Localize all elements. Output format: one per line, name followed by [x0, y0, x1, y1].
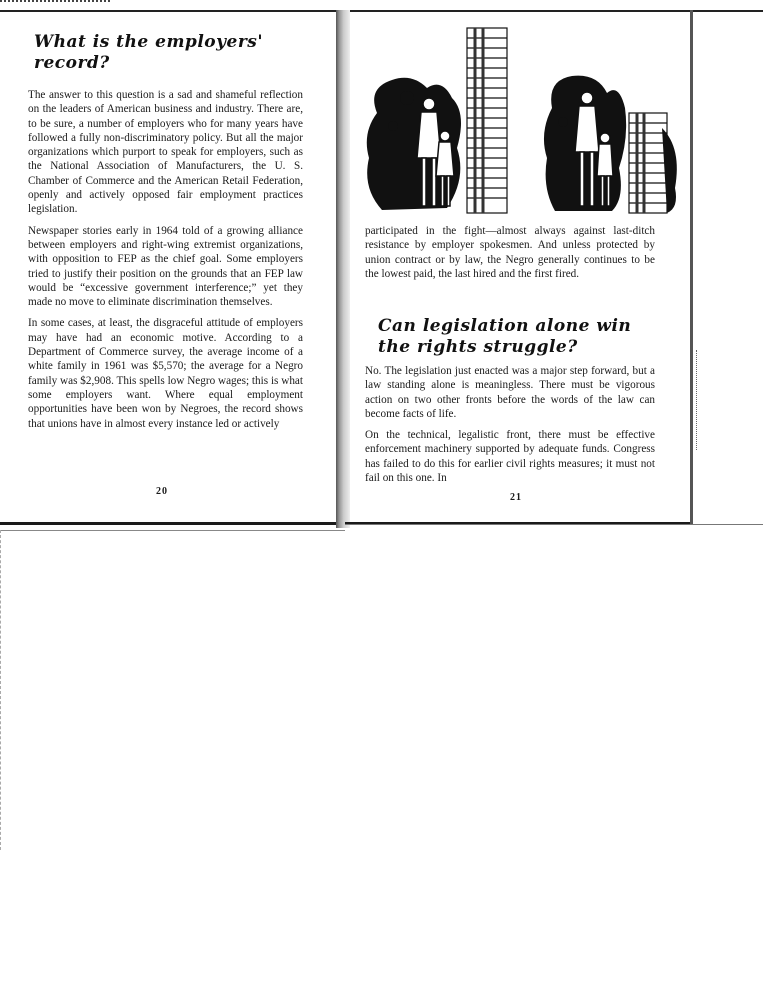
right-page-body	[365, 364, 655, 492]
lower-scan-edge	[0, 530, 3, 850]
left-paragraph-1: The answer to this question is a sad and shameful reflection on the leaders of American business and industry. There are, to be sure, a number of employers who for many years have followed a fully non-discriminatory policy. But all the major organizations which purport to speak for employers, such as the National Association of Manufacturers, the U. S. Chamber of Commerce and the American Retail Federation, openly and actively opposed fair employment practices legislation.	[28, 89, 303, 216]
left-paragraph-3: In some cases, at least, the disgraceful attitude of employers may have had an economic motive. According to a Department of Commerce survey, the average income of a white family in 1961 was $5,570; the average for a Negro family was $2,908. This spells low Negro wages; this is what some employers want. Where equal employment opportunities have been won by Negroes, the record shows that unions have in almost every instance led or actively	[28, 317, 303, 430]
scan-dotted-mark	[0, 0, 110, 6]
tall-coin-stack	[467, 28, 507, 213]
right-page	[345, 10, 693, 525]
right-paragraph-2: On the technical, legalistic front, there must be effective enforcement machinery supported by adequate funds. Congress has failed to do this for earlier civil rights measures; it must not fail on this one. In	[365, 429, 655, 485]
family-income-coin-stacks-illustration	[357, 18, 691, 218]
right-page-edge	[690, 10, 693, 525]
right-page-continuation	[365, 224, 655, 288]
right-page-heading: Can legislation alone win the rights struggle?	[378, 316, 632, 357]
right-page-number: 21	[510, 492, 522, 503]
lower-scan-border-left	[0, 530, 345, 531]
left-paragraph-2: Newspaper stories early in 1964 told of a growing alliance between employers and right-wing extremist organizations, with opposition to FEP as the chief goal. Some employers tried to justify their position on the grounds that an FEP law would be “excessive government interference;” yet they made no move to eliminate discrimination themselves.	[28, 224, 303, 309]
left-page	[0, 10, 338, 525]
left-page-heading: What is the employers' record?	[34, 32, 264, 73]
right-paragraph-1: No. The legislation just enacted was a major step forward, but a law standing alone is meaningless. There must be vigorous action on two other fronts before the words of the law can become facts of life.	[365, 365, 655, 420]
left-page-number: 20	[156, 486, 168, 497]
left-page-body	[28, 88, 303, 438]
right-continuation-paragraph: participated in the fight—almost always against last-ditch resistance by employer spokesmen. And unless protected by union contract or by law, the Negro generally continues to be the lowest paid, the last hired and the first fired.	[365, 225, 655, 280]
lower-scan-border-right	[345, 524, 763, 525]
short-coin-stack	[629, 113, 667, 213]
margin-dotted-marks	[696, 350, 699, 450]
